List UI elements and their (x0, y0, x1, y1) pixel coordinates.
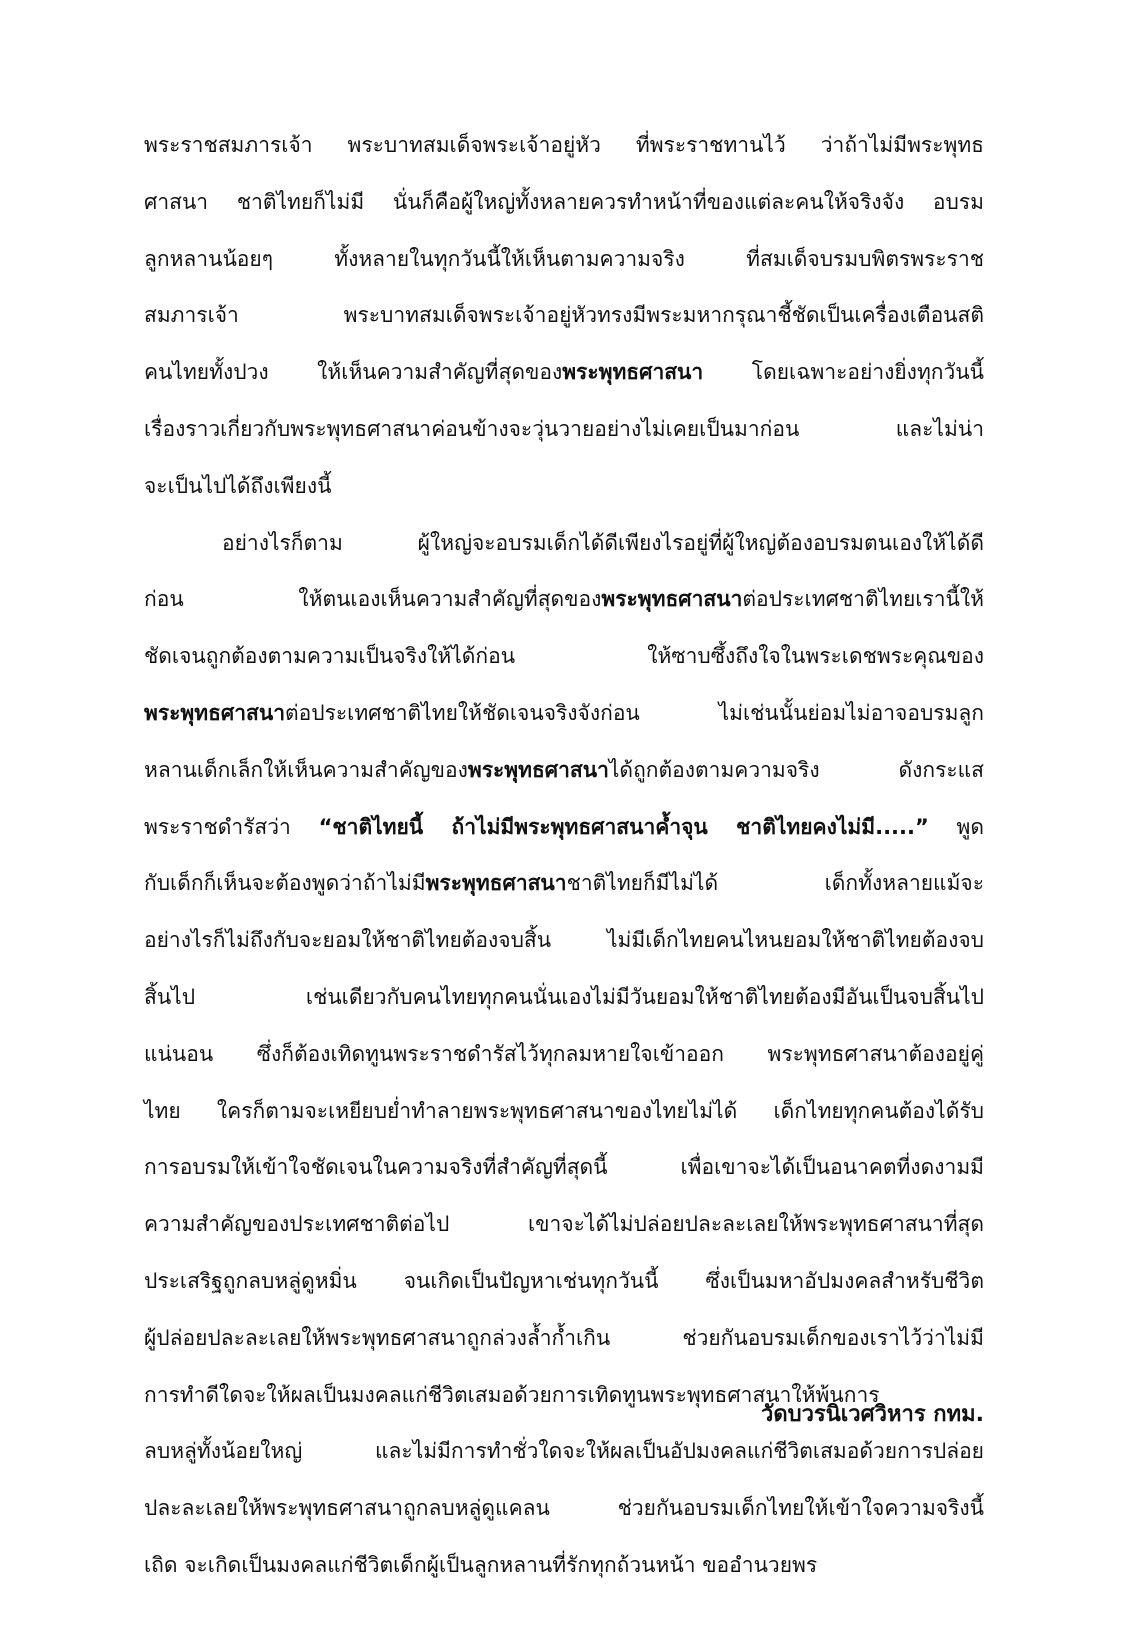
text: กับเด็กก็เห็นจะต้องพูดว่าถ้าไม่มี (144, 871, 426, 895)
paragraph1-line (144, 412, 984, 446)
paragraph2-line (144, 810, 984, 844)
text: เถิด จะเกิดเป็นมงคลแก่ชีวิตเด็กผู้เป็นลูกหลานที่รักทุกถ้วนหน้า ขออำนวยพร (144, 1553, 818, 1577)
text: แน่นอน ซึ่งก็ต้องเทิดทูนพระราชดำรัสไว้ทุกลมหายใจเข้าออก พระพุทธศาสนาต้องอยู่คู่ (144, 1042, 984, 1066)
paragraph2-line (144, 1548, 984, 1582)
text: พระราชดำรัสว่า (144, 815, 319, 839)
bold-text: พระพุทธศาสนา (562, 360, 704, 384)
bold-text: พระพุทธศาสนา (467, 758, 609, 782)
text: ชัดเจนถูกต้องตามความเป็นจริงให้ได้ก่อน ให้ซาบซึ้งถึงใจในพระเดชพระคุณของ (144, 644, 984, 668)
text: สมภารเจ้า พระบาทสมเด็จพระเจ้าอยู่หัวทรงมีพระมหากรุณาชี้ชัดเป็นเครื่องเตือนสติ (144, 303, 984, 327)
text: ได้ถูกต้องตามความจริง ดังกระแส (608, 758, 984, 782)
paragraph2-line (144, 582, 984, 616)
text: พระราชสมภารเจ้า พระบาทสมเด็จพระเจ้าอยู่หัว ที่พระราชทานไว้ ว่าถ้าไม่มีพระพุทธ (144, 133, 984, 157)
text: คนไทยทั้งปวง ให้เห็นความสำคัญที่สุดของ (144, 360, 563, 384)
text: ชาติไทยก็มีไม่ได้ เด็กทั้งหลายแม้จะ (566, 871, 984, 895)
text: ลบหลู่ทั้งน้อยใหญ่ และไม่มีการทำชั่วใดจะให้ผลเป็นอัปมงคลแก่ชีวิตเสมอด้วยการปล่อย (144, 1439, 984, 1463)
text: ศาสนา ชาติไทยก็ไม่มี นั่นก็คือผู้ใหญ่ทั้งหลายควรทำหน้าที่ของแต่ละคนให้จริงจัง อบรม (144, 190, 984, 214)
paragraph2-line (144, 866, 984, 900)
paragraph1-line (144, 242, 984, 276)
paragraph2-line (144, 1434, 984, 1468)
paragraph1-line (144, 298, 984, 332)
paragraph2-line (222, 526, 984, 560)
paragraph2-line (144, 980, 984, 1014)
paragraph2-line (144, 1150, 984, 1184)
paragraph2-line (144, 696, 984, 730)
text: ต่อประเทศชาติไทยเรานี้ให้ (742, 587, 984, 611)
text: ปละละเลยให้พระพุทธศาสนาถูกลบหลู่ดูแคลน ช่วยกันอบรมเด็กไทยให้เข้าใจความจริงนี้ (144, 1496, 984, 1520)
bold-text: พระพุทธศาสนา (601, 587, 743, 611)
paragraph2-line (144, 753, 984, 787)
paragraph2-line (144, 923, 984, 957)
text: พูด (928, 815, 985, 839)
text: เรื่องราวเกี่ยวกับพระพุทธศาสนาค่อนข้างจะวุ่นวายอย่างไม่เคยเป็นมาก่อน และไม่น่า (144, 417, 984, 441)
paragraph2-line (144, 1094, 984, 1128)
bold-text: พระพุทธศาสนา (144, 701, 285, 725)
text: โดยเฉพาะอย่างยิ่งทุกวันนี้ (703, 360, 984, 384)
paragraph2-line (144, 1264, 984, 1298)
paragraph2-line (144, 1491, 984, 1525)
paragraph1-line (144, 355, 984, 389)
paragraph2-line (144, 639, 984, 673)
text: ผู้ปล่อยปละละเลยให้พระพุทธศาสนาถูกล่วงล้ำก้ำเกิน ช่วยกันอบรมเด็กของเราไว้ว่าไม่มี (144, 1326, 984, 1350)
text: อย่างไรก็ไม่ถึงกับจะยอมให้ชาติไทยต้องจบสิ้น ไม่มีเด็กไทยคนไหนยอมให้ชาติไทยต้องจบ (144, 928, 984, 952)
text: การทำดีใดจะให้ผลเป็นมงคลแก่ชีวิตเสมอด้วยการเทิดทูนพระพุทธศาสนาให้พ้นการ (144, 1383, 880, 1407)
paragraph2-line (144, 1321, 984, 1355)
paragraph2-line (144, 1207, 984, 1241)
bold-text: พระพุทธศาสนา (425, 871, 567, 895)
text: ประเสริฐถูกลบหลู่ดูหมิ่น จนเกิดเป็นปัญหาเช่นทุกวันนี้ ซึ่งเป็นมหาอัปมงคลสำหรับชีวิต (144, 1269, 984, 1293)
signature: วัดบวรนิเวศวิหาร กทม. (760, 1402, 984, 1427)
text: ความสำคัญของประเทศชาติต่อไป เขาจะได้ไม่ปล่อยปละละเลยให้พระพุทธศาสนาที่สุด (144, 1212, 984, 1236)
paragraph1-line (144, 128, 984, 162)
text: สิ้นไป เช่นเดียวกับคนไทยทุกคนนั่นเองไม่มีวันยอมให้ชาติไทยต้องมีอันเป็นจบสิ้นไป (144, 985, 984, 1009)
text: อย่างไรก็ตาม ผู้ใหญ่จะอบรมเด็กได้ดีเพียงไรอยู่ที่ผู้ใหญ่ต้องอบรมตนเองให้ได้ดี (222, 531, 984, 555)
text: การอบรมให้เข้าใจชัดเจนในความจริงที่สำคัญที่สุดนี้ เพื่อเขาจะได้เป็นอนาคตที่งดงามมี (144, 1155, 984, 1179)
text: ไทย ใครก็ตามจะเหยียบย่ำทำลายพระพุทธศาสนาของไทยไม่ได้ เด็กไทยทุกคนต้องได้รับ (144, 1099, 984, 1123)
text: ลูกหลานน้อยๆ ทั้งหลายในทุกวันนี้ให้เห็นตามความจริง ที่สมเด็จบรมบพิตรพระราช (144, 247, 984, 271)
text: ต่อประเทศชาติไทยให้ชัดเจนจริงจังก่อน ไม่เช่นนั้นย่อมไม่อาจอบรมลูก (285, 701, 984, 725)
paragraph1-line (144, 469, 984, 503)
text: หลานเด็กเล็กให้เห็นความสำคัญของ (144, 758, 468, 782)
text: ก่อน ให้ตนเองเห็นความสำคัญที่สุดของ (144, 587, 602, 611)
text: จะเป็นไปได้ถึงเพียงนี้ (144, 474, 332, 498)
paragraph2-line (144, 1037, 984, 1071)
paragraph1-line (144, 185, 984, 219)
bold-text: “ชาติไทยนี้ ถ้าไม่มีพระพุทธศาสนาค้ำจุน ชาติไทยคงไม่มี.....” (318, 815, 929, 839)
